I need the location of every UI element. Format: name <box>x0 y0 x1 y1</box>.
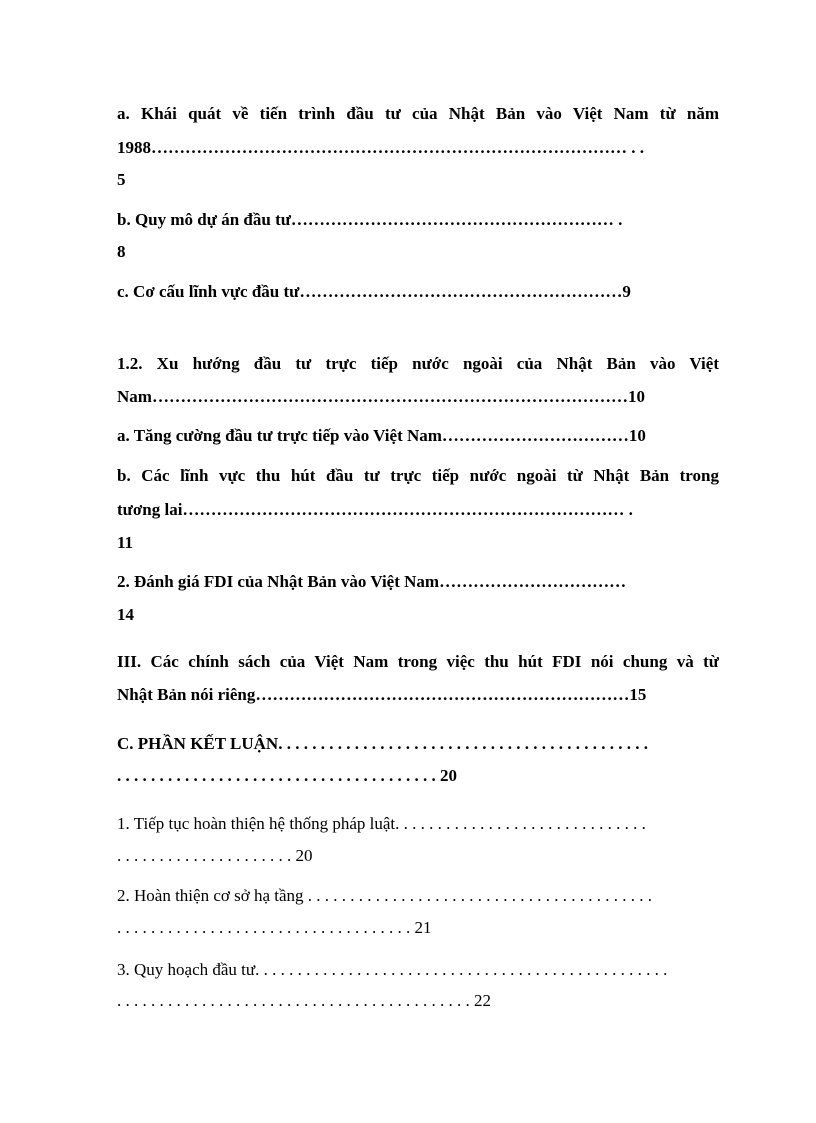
toc-entry-9-line-2: . . . . . . . . . . . . . . . . . . . . . . . . . . . . . . . . . . . . . . 20 <box>117 766 457 785</box>
toc-entry-1-line-2: 1988………………………………………………………………………… . . <box>117 138 644 157</box>
toc-entry-2-line-1: b. Quy mô dự án đầu tư………………………………………………… . <box>117 210 623 229</box>
toc-entry-2-page: 8 <box>117 242 126 261</box>
toc-entry-4-line-2: Nam…………………………………………………………………………10 <box>117 387 645 406</box>
toc-entry-1-line-1: a. Khái quát về tiến trình đầu tư của Nhật Bản vào Việt Nam từ năm <box>117 104 719 123</box>
toc-entry-5-line-1: a. Tăng cường đầu tư trực tiếp vào Việt Nam……………………………10 <box>117 426 646 445</box>
toc-entry-12-line-1: 3. Quy hoạch đầu tư. . . . . . . . . . . . . . . . . . . . . . . . . . . . . . . . . . . . . . . . . . . . . . . . . <box>117 960 668 979</box>
toc-entry-8-line-2: Nhật Bản nói riêng…………………………………………………………15 <box>117 685 647 704</box>
toc-entry-12-line-2: . . . . . . . . . . . . . . . . . . . . . . . . . . . . . . . . . . . . . . . . . . 22 <box>117 991 491 1010</box>
toc-entry-10-line-2: . . . . . . . . . . . . . . . . . . . . . 20 <box>117 846 313 865</box>
toc-entry-8-line-1: III. Các chính sách của Việt Nam trong việc thu hút FDI nói chung và từ <box>117 652 719 671</box>
toc-entry-3-line-1: c. Cơ cấu lĩnh vực đầu tư…………………………………………………9 <box>117 282 631 301</box>
toc-entry-1-page: 5 <box>117 170 126 189</box>
toc-entry-9-line-1: C. PHẦN KẾT LUẬN. . . . . . . . . . . . . . . . . . . . . . . . . . . . . . . . . . . . . . . . . . . . <box>117 734 648 753</box>
toc-entry-6-line-2: tương lai…………………………………………………………………… . <box>117 500 633 519</box>
toc-entry-6-line-1: b. Các lĩnh vực thu hút đầu tư trực tiếp nước ngoài từ Nhật Bản trong <box>117 466 719 485</box>
toc-entry-7-page: 14 <box>117 605 134 624</box>
toc-entry-4-line-1: 1.2. Xu hướng đầu tư trực tiếp nước ngoài của Nhật Bản vào Việt <box>117 354 719 373</box>
toc-entry-11-line-1: 2. Hoàn thiện cơ sở hạ tầng . . . . . . . . . . . . . . . . . . . . . . . . . . . . . . . . . . . . . . . . . <box>117 886 653 905</box>
toc-entry-6-page: 11 <box>117 533 134 552</box>
toc-entry-10-line-1: 1. Tiếp tục hoàn thiện hệ thống pháp luật. . . . . . . . . . . . . . . . . . . . . . . . . . . . . . <box>117 814 646 833</box>
toc-entry-7-line-1: 2. Đánh giá FDI của Nhật Bản vào Việt Nam…………………………… <box>117 572 627 591</box>
toc-entry-11-line-2: . . . . . . . . . . . . . . . . . . . . . . . . . . . . . . . . . . . 21 <box>117 918 432 937</box>
